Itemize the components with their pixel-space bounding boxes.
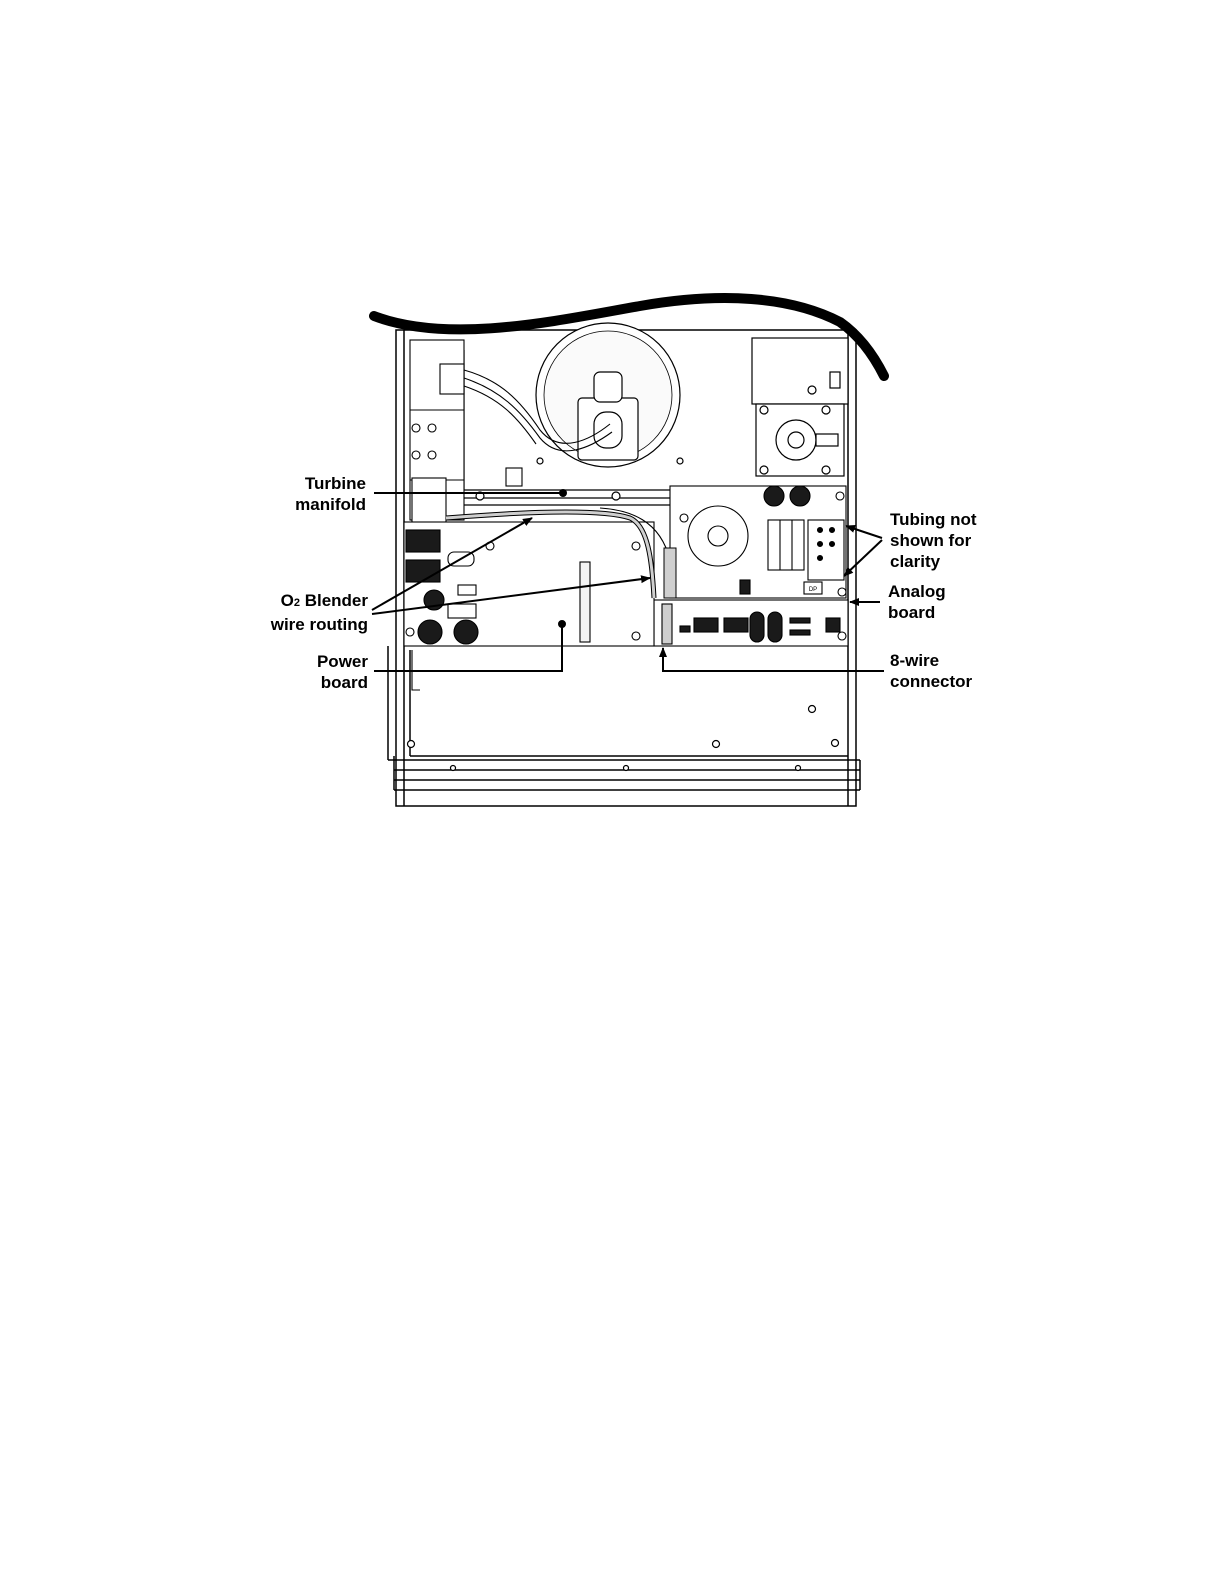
analog-board-assembly: [670, 486, 846, 598]
label-turbine-manifold: Turbine manifold: [295, 474, 366, 514]
label-8-wire-connector: 8-wire connector: [890, 651, 973, 691]
analog-board: [654, 600, 848, 646]
label-analog-board: Analog board: [888, 582, 946, 622]
label-o2-blender-wire-routing: O2 Blender wire routing: [270, 591, 368, 634]
power-board: [404, 522, 654, 646]
dp-tag: DP: [808, 587, 818, 593]
label-tubing-not-shown: Tubing not shown for clarity: [890, 510, 977, 571]
turbine: [536, 323, 680, 467]
valve-motor-block: [752, 338, 848, 476]
label-power-board: Power board: [316, 652, 368, 692]
